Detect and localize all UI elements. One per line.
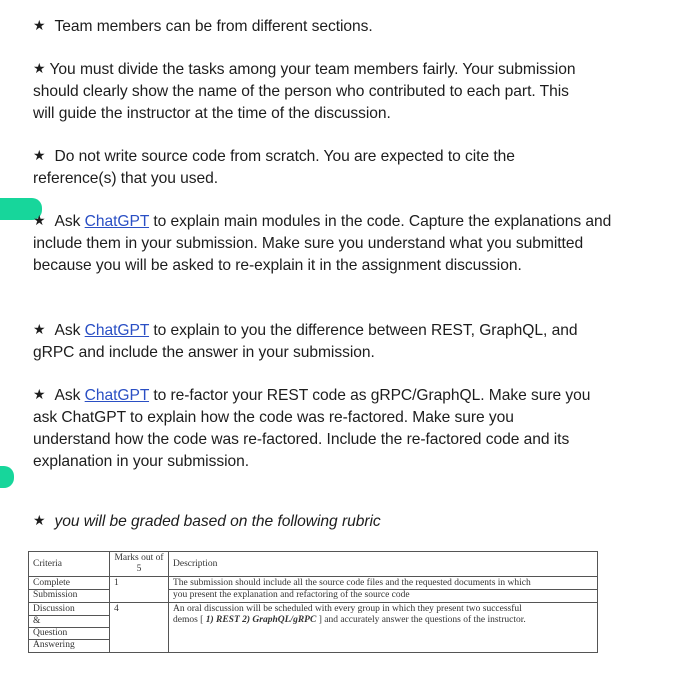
highlighter-mark-bottom (0, 466, 14, 488)
marks-cell: 4 (110, 603, 169, 653)
header-description: Description (169, 552, 598, 577)
bullet-rubric-intro: ★ you will be graded based on the following rubric (33, 510, 593, 533)
criteria-cell: Complete Submission (29, 577, 110, 603)
star-bullet-icon: ★ (33, 321, 46, 337)
star-bullet-icon: ★ (33, 512, 46, 528)
bullet-divide-tasks: ★ You must divide the tasks among your team members fairly. Your submission should clearly show the name of the person who contributed to each part. This will guide the instructor at the time of the discussion. (33, 58, 593, 125)
rubric-row-discussion (29, 603, 598, 653)
star-bullet-icon: ★ (33, 147, 46, 163)
bullet-refactor-code: ★ Ask ChatGPT to re-factor your REST code as gRPC/GraphQL. Make sure you ask ChatGPT to explain how the code was re-factored. Make sure you understand how the code was re-factored. Include the re-factored code and its explanation in your submission. (33, 384, 593, 473)
chatgpt-link[interactable]: ChatGPT (84, 387, 150, 404)
star-bullet-icon: ★ (33, 386, 46, 402)
star-bullet-icon: ★ (33, 60, 46, 76)
header-marks: Marks out of 5 (110, 552, 169, 577)
chatgpt-link[interactable]: ChatGPT (84, 213, 150, 230)
bullet-explain-modules: ★ Ask ChatGPT to explain main modules in the code. Capture the explanations and include them in your submission. Make sure you understand what you submitted because you will be asked to re-explain it in the assignment discussion. (33, 210, 613, 277)
description-cell: The submission should include all the source code files and the requested documents in which you present the explanation and refactoring of the source code (169, 577, 598, 603)
chatgpt-link[interactable]: ChatGPT (84, 322, 150, 339)
bullet-team-members: ★ Team members can be from different sections. (33, 15, 633, 38)
criteria-cell: Discussion & Question Answering (29, 603, 110, 653)
bullet-rest-graphql-grpc: ★ Ask ChatGPT to explain to you the difference between REST, GraphQL, and gRPC and include the answer in your submission. (33, 319, 613, 364)
marks-cell: 1 (110, 577, 169, 603)
rubric-row-complete-submission (29, 577, 598, 603)
description-cell: An oral discussion will be scheduled with every group in which they present two successful demos [ 1) REST 2) GraphQL/gRPC ] and accurately answer the questions of the instructor. (169, 603, 598, 653)
star-bullet-icon: ★ (33, 212, 46, 228)
bullet-source-code: ★ Do not write source code from scratch. You are expected to cite the reference(s) that you used. (33, 145, 593, 190)
rubric-table (28, 551, 598, 653)
rubric-header-row (29, 552, 598, 577)
header-criteria: Criteria (29, 552, 110, 577)
star-bullet-icon: ★ (33, 17, 46, 33)
